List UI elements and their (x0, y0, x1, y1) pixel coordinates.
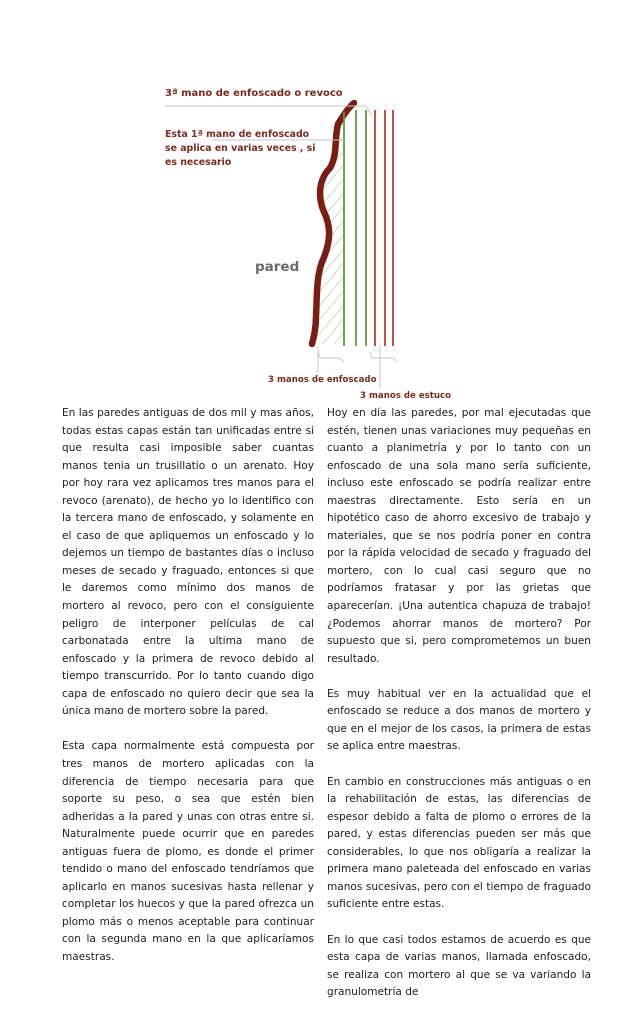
label-note-line-1: Esta 1ª mano de enfoscado (165, 129, 310, 140)
label-three-enfoscado-coats: 3 manos de enfoscado (268, 375, 377, 385)
enfoscado-lines (344, 110, 366, 346)
right-column (327, 405, 591, 1019)
label-wall: pared (255, 259, 300, 275)
estuco-lines (375, 110, 393, 346)
label-note-line-3: es necesario (165, 157, 232, 168)
paragraph: Esta capa normalmente está compuesta por tres manos de mortero aplicadas con la diferencia de tiempo necesaria para que soporte su peso, o sea que estén bien adheridas a la pared y unas con otras entre si. Naturalmente puede ocurrir que en paredes antiguas fuera de plomo, es donde el primer tendido o mano del enfoscado tendríamos que aplicarlo en manos sucesivas hasta rellenar y completar los huecos y que la pared ofrezca un plomo más o menos aceptable para continuar con la segunda mano en la que aplicaríamos maestras. (62, 740, 314, 963)
wall-layers-diagram (0, 0, 638, 400)
label-third-coat: 3ª mano de enfoscado o revoco (165, 88, 343, 99)
left-column (62, 405, 314, 984)
paragraph: En lo que casi todos estamos de acuerdo es que esta capa de varias manos, llamada enfoscado, se realiza con mortero al que se va variando la granulometría de (327, 933, 591, 999)
label-three-estuco-coats: 3 manos de estuco (360, 391, 451, 400)
label-note-line-2: se aplica en varias veces , si (165, 143, 316, 154)
paragraph: Hoy en día las paredes, por mal ejecutadas que estén, tienen unas variaciones muy pequeñas en cuanto a planimetría y por lo tanto con un enfoscado de una sola mano sería suficiente, incluso este enfoscado se podría realizar entre maestras directamente. Esto sería en un hipotético caso de ahorro excesivo de trabajo y materiales, que se nos podría poner en contra por la rápida velocidad de secado y fraguado del mortero, con lo cual casi seguro que no podríamos fratasar y por las grietas que aparecerían. ¡Una autentica chapuza de trabajo! ¿Podemos ahorrar manos de mortero? Por supuesto que si, pero comprometemos un buen resultado. (327, 407, 591, 665)
paragraph: En cambio en construcciones más antiguas o en la rehabilitación de estas, las diferencias de espesor debido a falta de plomo o errores de la pared, y estas diferencias pueden ser más que considerables, lo que nos obligaría a realizar la primera mano paleteada del enfoscado en varias manos sucesivas, pero con el tiempo de fraguado suficiente entre estas. (327, 775, 591, 911)
paragraph: Es muy habitual ver en la actualidad que el enfoscado se reduce a dos manos de mortero y que en el mejor de los casos, la primera de estas se aplica entre maestras. (327, 687, 591, 753)
paragraph: En las paredes antiguas de dos mil y mas años, todas estas capas están tan unificadas entre si que resulta casi imposible saber cuantas manos tenia un trusillatio o un arenato. Hoy por hoy rara vez aplicamos tres manos para el revoco (arenato), de hecho yo lo identifico con la tercera mano de enfoscado, y solamente en el caso de que apliquemos un enfoscado y lo dejemos un tiempo de bastantes días o incluso meses de secado y fraguado, entonces si que le daremos como mínimo dos manos de mortero al revoco, pero con el consiguiente peligro de interponer películas de cal carbonatada entre la ultima mano de enfoscado y la primera de revoco debido al tiempo transcurrido. Por lo tanto cuando digo capa de enfoscado no quiero decir que sea la única mano de mortero sobre la pared. (62, 407, 314, 718)
